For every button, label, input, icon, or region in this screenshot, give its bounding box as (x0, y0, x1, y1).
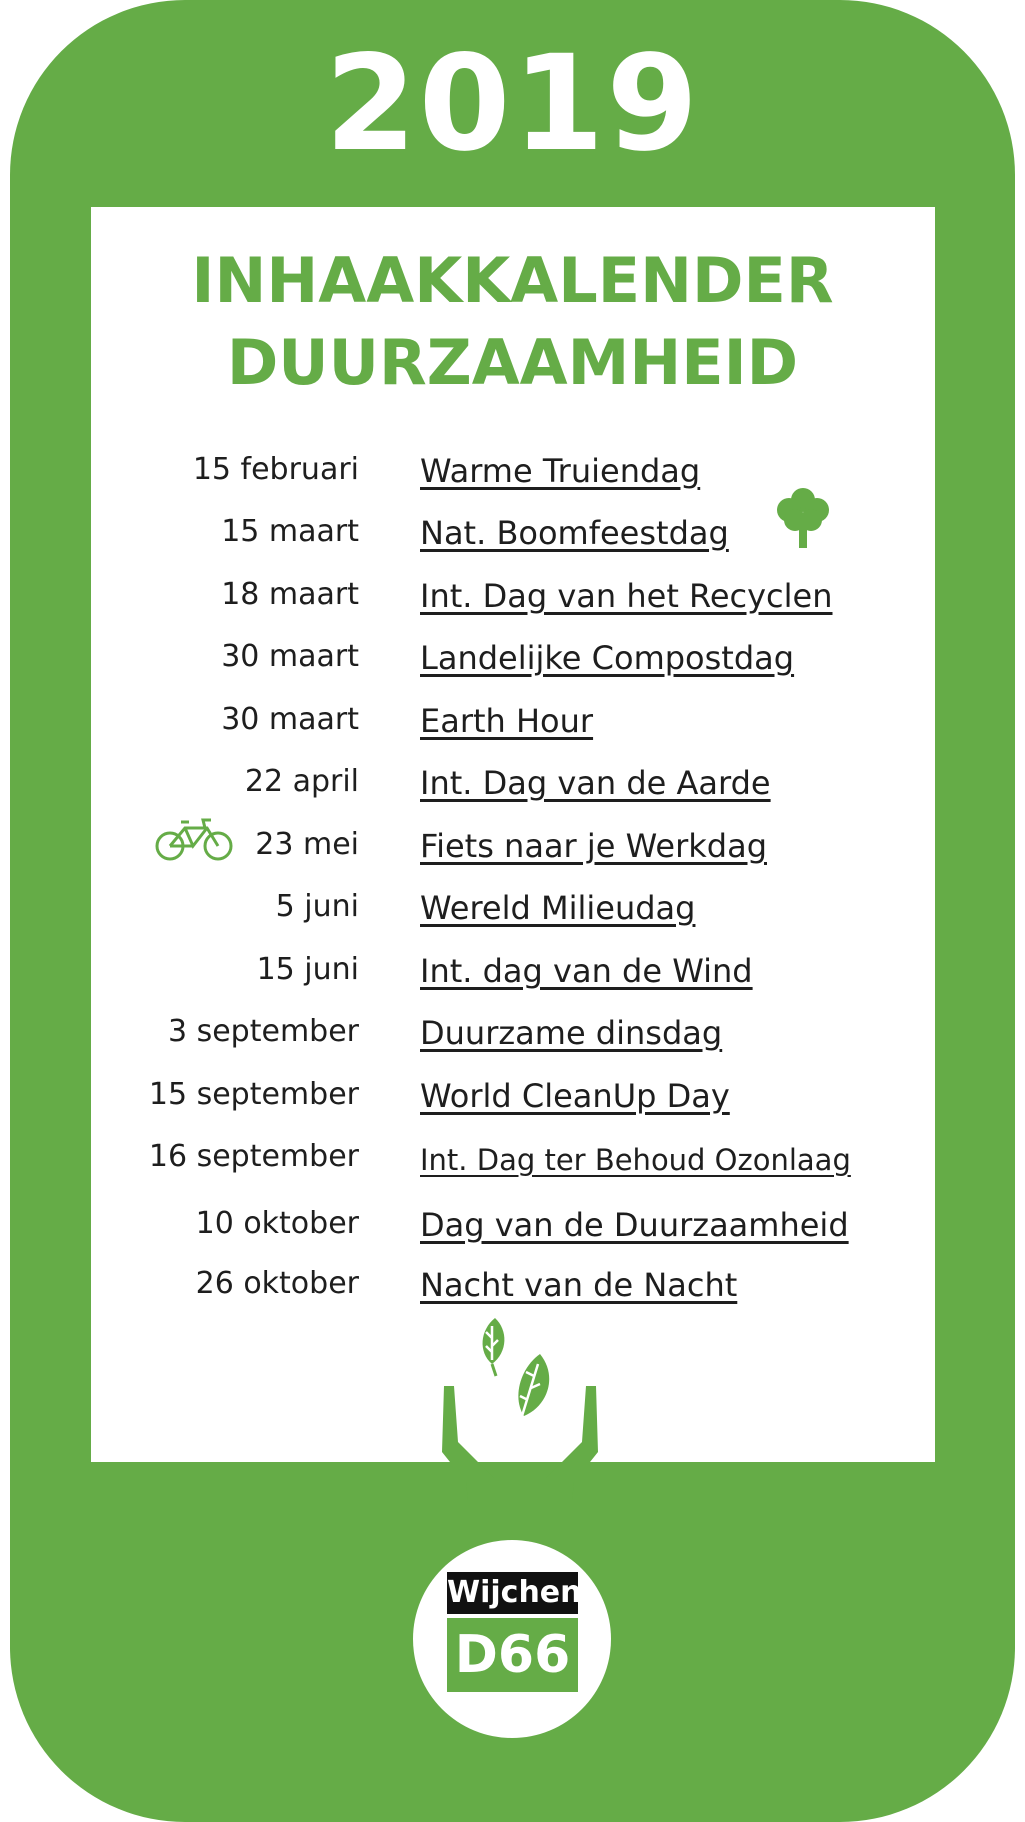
hands-with-leaves-icon (440, 1312, 600, 1502)
event-row (0, 764, 1025, 804)
event-link[interactable]: Duurzame dinsdag (420, 1014, 723, 1052)
event-row (0, 827, 1025, 867)
event-date: 5 juni (275, 889, 359, 924)
event-link[interactable]: Landelijke Compostdag (420, 639, 795, 677)
event-link[interactable]: Int. dag van de Wind (420, 952, 753, 990)
event-row (0, 1139, 1025, 1179)
event-date: 23 mei (255, 827, 359, 862)
event-link[interactable]: Nat. Boomfeestdag (420, 514, 729, 552)
title-line-1: INHAAKKALENDER (191, 244, 834, 317)
event-date: 15 juni (256, 952, 359, 987)
event-link[interactable]: Fiets naar je Werkdag (420, 827, 767, 865)
event-date: 3 september (167, 1014, 359, 1049)
event-date: 30 maart (221, 702, 359, 737)
event-row (0, 1266, 1025, 1306)
event-row (0, 889, 1025, 929)
event-link[interactable]: Int. Dag van de Aarde (420, 764, 771, 802)
event-link[interactable]: Wereld Milieudag (420, 889, 696, 927)
event-date: 22 april (244, 764, 359, 799)
event-link[interactable]: Earth Hour (420, 702, 594, 740)
event-date: 15 september (148, 1077, 359, 1112)
logo-wordmark-d66: D66 (447, 1618, 578, 1692)
event-date: 15 februari (192, 452, 359, 487)
bicycle-icon (155, 816, 233, 862)
event-row (0, 1206, 1025, 1246)
year-heading: 2019 (324, 27, 701, 181)
event-row (0, 1077, 1025, 1117)
event-date: 30 maart (221, 639, 359, 674)
event-link[interactable]: World CleanUp Day (420, 1077, 730, 1115)
event-link[interactable]: Int. Dag ter Behoud Ozonlaag (420, 1143, 851, 1177)
event-link[interactable]: Nacht van de Nacht (420, 1266, 738, 1304)
event-date: 18 maart (221, 577, 359, 612)
event-row (0, 514, 1025, 554)
event-date: 10 oktober (195, 1206, 359, 1241)
event-link[interactable]: Dag van de Duurzaamheid (420, 1206, 849, 1244)
tree-icon (773, 486, 833, 550)
event-row (0, 1014, 1025, 1054)
event-date: 16 september (148, 1139, 359, 1174)
event-link[interactable]: Warme Truiendag (420, 452, 701, 490)
event-link[interactable]: Int. Dag van het Recyclen (420, 577, 833, 615)
event-row (0, 452, 1025, 492)
logo-wordmark-wijchen: Wijchen (447, 1572, 578, 1614)
event-row (0, 702, 1025, 742)
event-date: 15 maart (221, 514, 359, 549)
event-date: 26 oktober (195, 1266, 359, 1301)
event-row (0, 577, 1025, 617)
event-row (0, 639, 1025, 679)
title-line-2: DUURZAAMHEID (226, 326, 799, 399)
event-row (0, 952, 1025, 992)
